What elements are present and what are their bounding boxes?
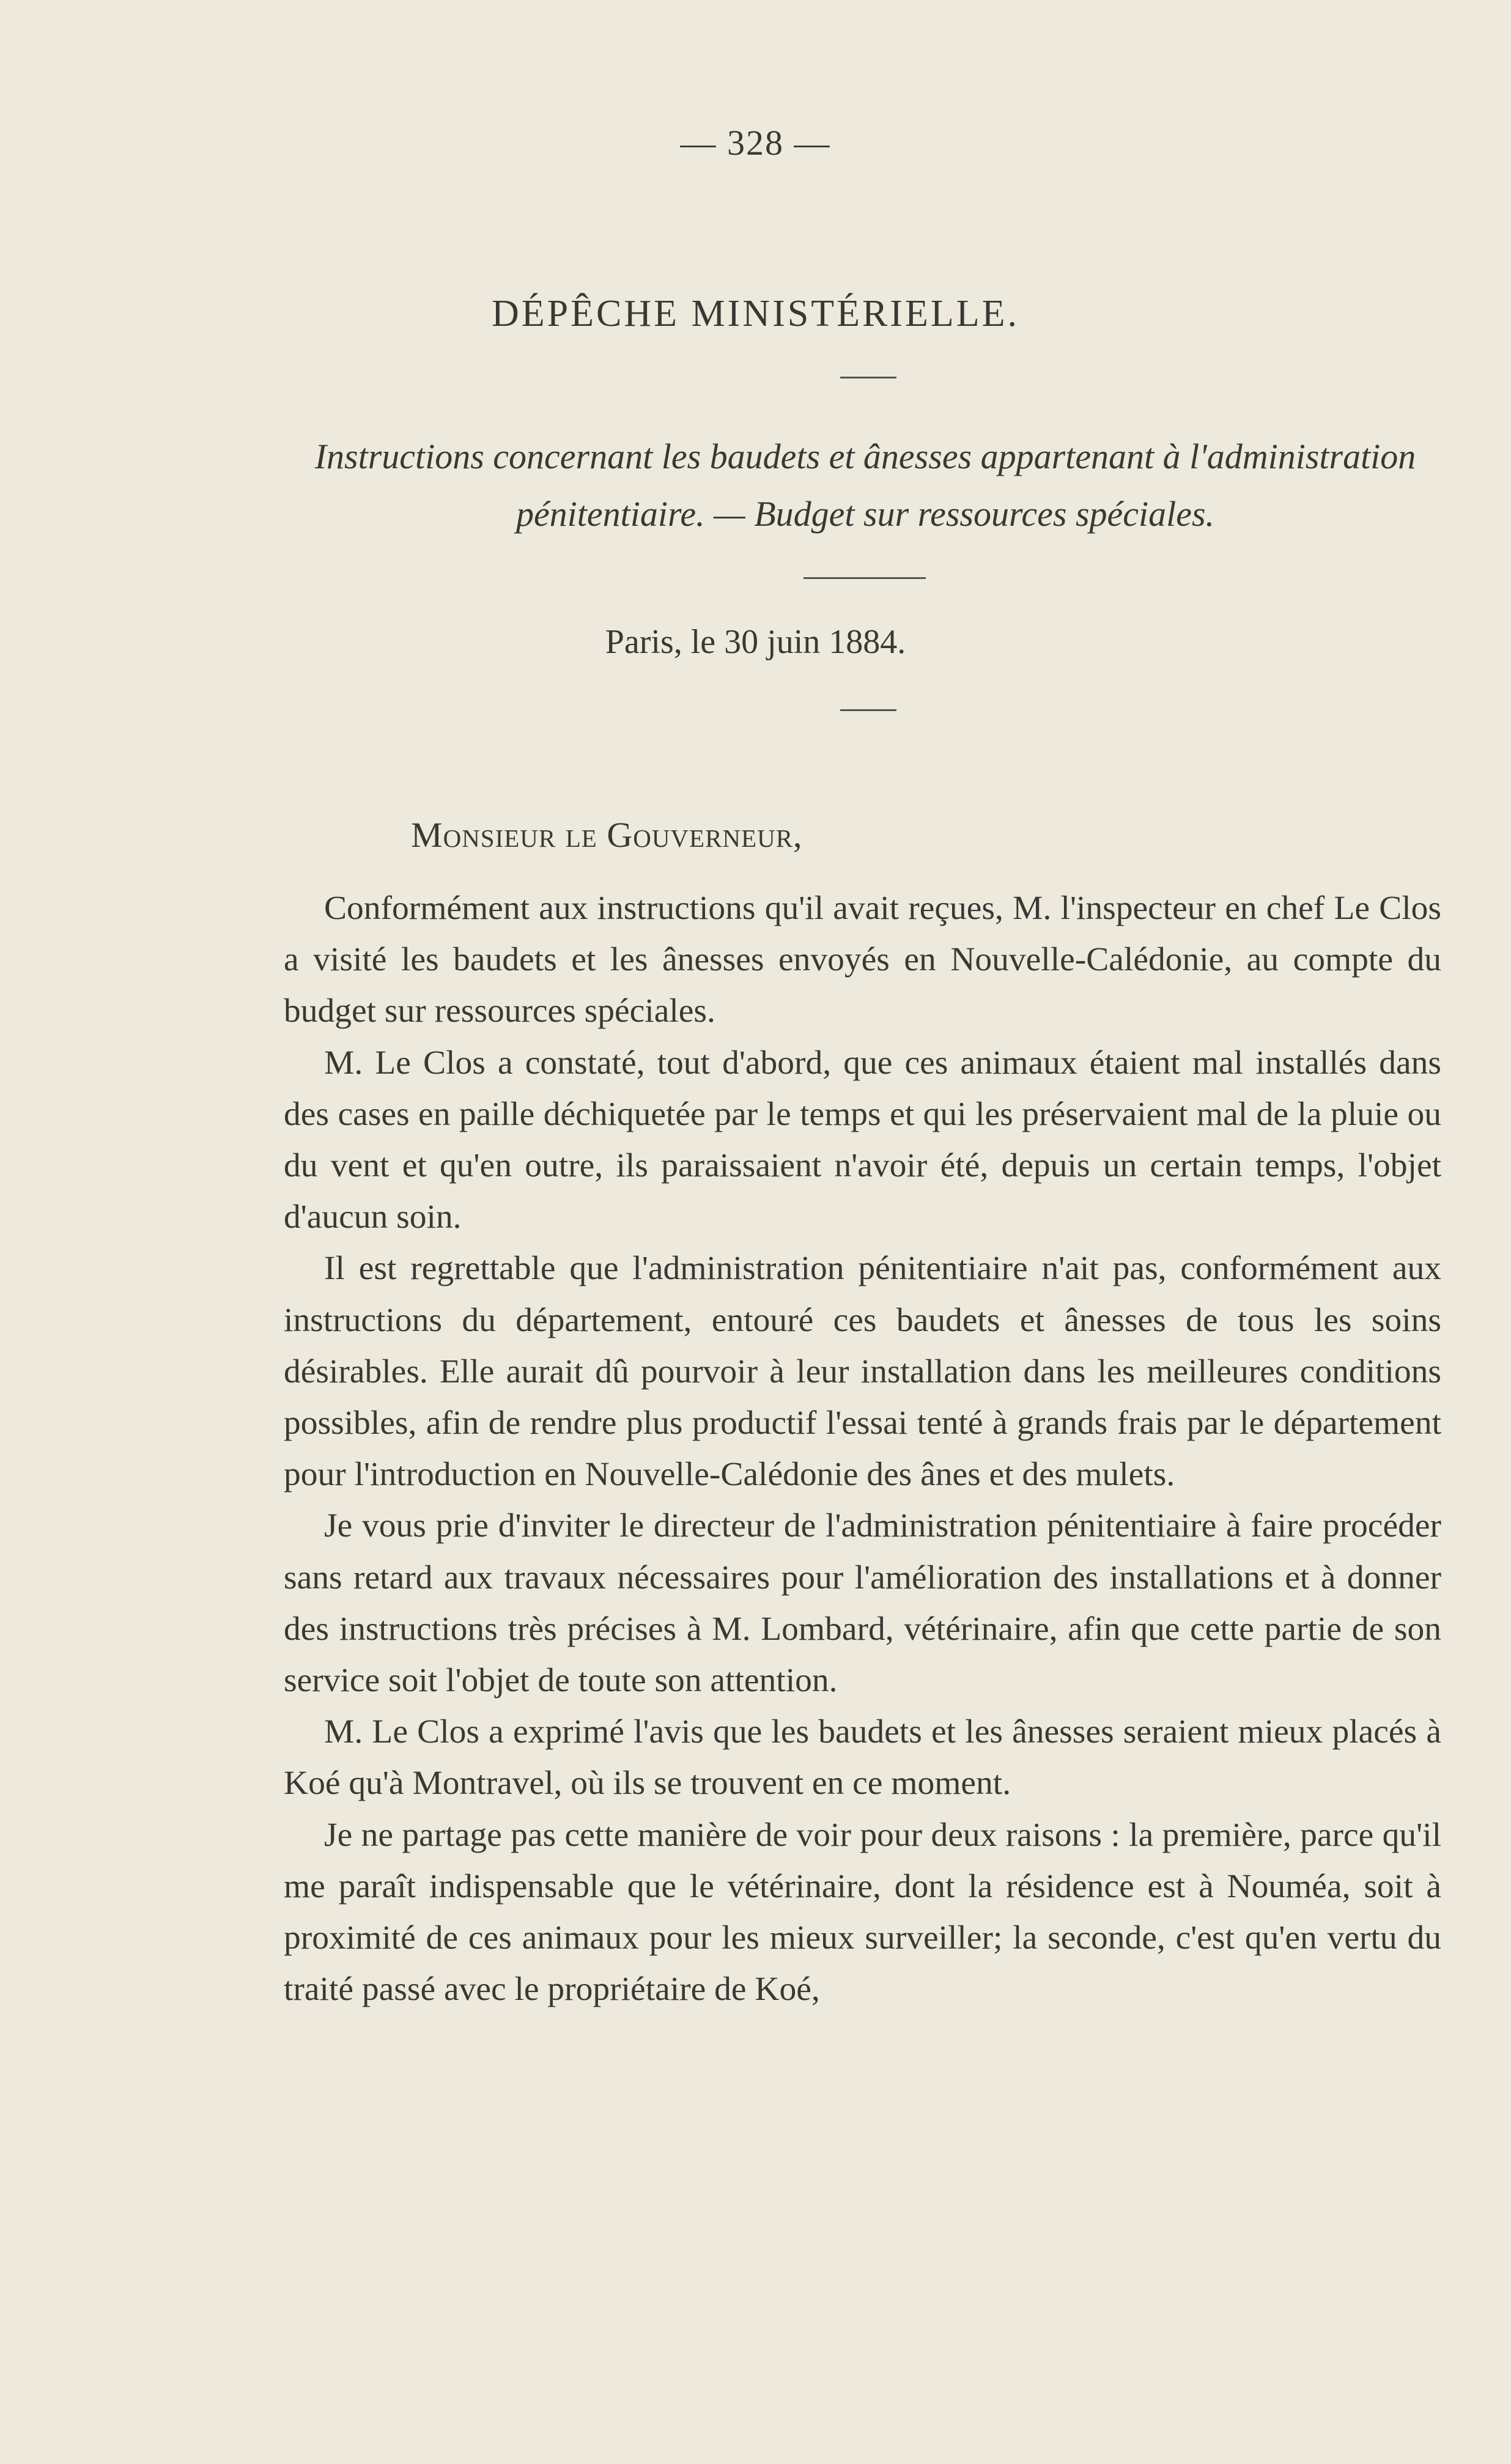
title-divider	[840, 377, 896, 378]
place-date: Paris, le 30 juin 1884.	[605, 623, 906, 661]
document-subtitle: Instructions concernant les baudets et ânesses appartenant à l'administration pénitentiaire. — Budget sur ressources spéciales.	[314, 437, 1416, 534]
subtitle-divider	[804, 577, 926, 579]
page-number: — 328 —	[680, 123, 831, 163]
paragraph: Je vous prie d'inviter le directeur de l'administration pénitentiaire à faire procéder sans retard aux travaux nécessaires pour l'amélioration des installations et à donner des instructions très précises à M. Lombard, vétérinaire, afin que cette partie de son service soit l'objet de toute son attention.	[284, 1507, 1441, 1700]
paragraph: M. Le Clos a exprimé l'avis que les baudets et les ânesses seraient mieux placés à Koé qu'à Montravel, où ils se trouvent en ce moment.	[284, 1713, 1441, 1802]
paragraph: M. Le Clos a constaté, tout d'abord, que ces animaux étaient mal installés dans des cases en paille déchiquetée par le temps et qui les préservaient mal de la pluie ou du vent et qu'en outre, ils paraissaient n'avoir été, depuis un certain temps, l'objet d'aucun soin.	[284, 1044, 1441, 1236]
document-title: DÉPÊCHE MINISTÉRIELLE.	[492, 293, 1019, 334]
salutation: Monsieur le Gouverneur,	[411, 815, 803, 855]
paragraph: Conformément aux instructions qu'il avait reçues, M. l'inspecteur en chef Le Clos a visité les baudets et les ânesses envoyés en Nouvelle-Calédonie, au compte du budget sur ressources spéciales.	[284, 890, 1441, 1030]
paragraph: Il est regrettable que l'administration pénitentiaire n'ait pas, conformément aux instructions du département, entouré ces baudets et ânesses de tous les soins désirables. Elle aurait dû pourvoir à leur installation dans les meilleures conditions possibles, afin de rendre plus productif l'essai tenté à grands frais par le département pour l'introduction en Nouvelle-Calédonie des ânes et des mulets.	[284, 1250, 1441, 1494]
paragraph: Je ne partage pas cette manière de voir pour deux raisons : la première, parce qu'il me paraît indispensable que le vétérinaire, dont la résidence est à Nouméa, soit à proximité de ces animaux pour les mieux surveiller; la seconde, c'est qu'en vertu du traité passé avec le propriétaire de Koé,	[284, 1816, 1441, 2008]
letter-body	[284, 883, 1441, 2015]
date-divider	[840, 709, 896, 711]
